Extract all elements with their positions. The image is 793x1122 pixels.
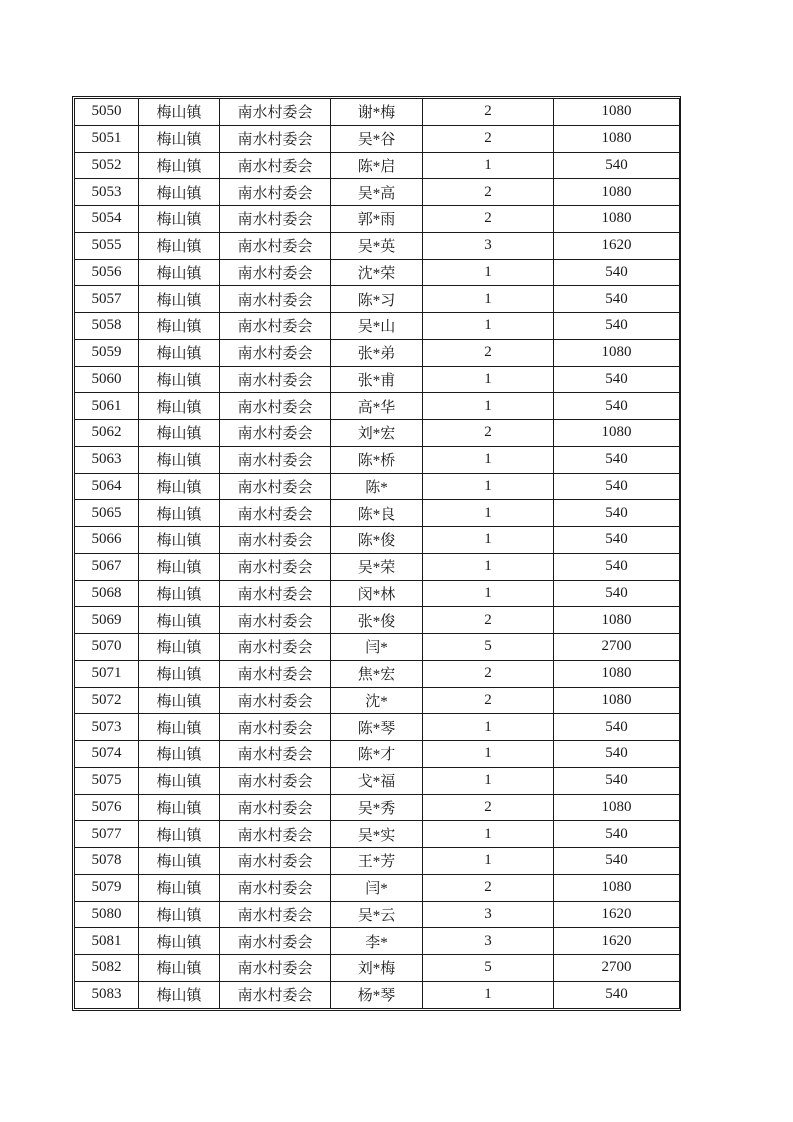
cell-amount: 2700 bbox=[554, 634, 680, 661]
cell-record-id: 5069 bbox=[75, 607, 139, 634]
cell-person-count: 1 bbox=[423, 821, 554, 848]
cell-person-count: 5 bbox=[423, 634, 554, 661]
cell-amount: 2700 bbox=[554, 955, 680, 982]
cell-amount: 540 bbox=[554, 473, 680, 500]
cell-person-count: 1 bbox=[423, 848, 554, 875]
cell-person-name: 杨*琴 bbox=[331, 981, 423, 1008]
cell-person-name: 吴*荣 bbox=[331, 553, 423, 580]
cell-person-count: 3 bbox=[423, 928, 554, 955]
cell-person-name: 张*弟 bbox=[331, 339, 423, 366]
cell-town: 梅山镇 bbox=[139, 527, 220, 554]
cell-person-count: 3 bbox=[423, 901, 554, 928]
cell-person-name: 陈*桥 bbox=[331, 446, 423, 473]
cell-town: 梅山镇 bbox=[139, 901, 220, 928]
cell-town: 梅山镇 bbox=[139, 259, 220, 286]
cell-town: 梅山镇 bbox=[139, 687, 220, 714]
cell-village: 南水村委会 bbox=[220, 152, 331, 179]
cell-person-name: 高*华 bbox=[331, 393, 423, 420]
cell-town: 梅山镇 bbox=[139, 714, 220, 741]
table-row bbox=[75, 366, 680, 393]
cell-village: 南水村委会 bbox=[220, 928, 331, 955]
cell-person-name: 张*俊 bbox=[331, 607, 423, 634]
cell-person-count: 2 bbox=[423, 874, 554, 901]
cell-village: 南水村委会 bbox=[220, 393, 331, 420]
cell-person-name: 陈*俊 bbox=[331, 527, 423, 554]
cell-village: 南水村委会 bbox=[220, 206, 331, 233]
cell-record-id: 5053 bbox=[75, 179, 139, 206]
cell-person-name: 吴*山 bbox=[331, 313, 423, 340]
cell-record-id: 5070 bbox=[75, 634, 139, 661]
cell-amount: 1080 bbox=[554, 99, 680, 126]
cell-person-count: 1 bbox=[423, 981, 554, 1008]
cell-amount: 1620 bbox=[554, 901, 680, 928]
cell-village: 南水村委会 bbox=[220, 473, 331, 500]
cell-amount: 540 bbox=[554, 286, 680, 313]
cell-person-name: 谢*梅 bbox=[331, 99, 423, 126]
cell-person-name: 郭*雨 bbox=[331, 206, 423, 233]
cell-village: 南水村委会 bbox=[220, 821, 331, 848]
cell-amount: 540 bbox=[554, 714, 680, 741]
cell-record-id: 5083 bbox=[75, 981, 139, 1008]
cell-town: 梅山镇 bbox=[139, 446, 220, 473]
cell-town: 梅山镇 bbox=[139, 741, 220, 768]
table-row bbox=[75, 259, 680, 286]
cell-amount: 1080 bbox=[554, 607, 680, 634]
cell-person-name: 张*甫 bbox=[331, 366, 423, 393]
cell-amount: 540 bbox=[554, 767, 680, 794]
cell-village: 南水村委会 bbox=[220, 366, 331, 393]
cell-town: 梅山镇 bbox=[139, 634, 220, 661]
cell-record-id: 5050 bbox=[75, 99, 139, 126]
cell-town: 梅山镇 bbox=[139, 607, 220, 634]
cell-town: 梅山镇 bbox=[139, 767, 220, 794]
cell-record-id: 5057 bbox=[75, 286, 139, 313]
cell-town: 梅山镇 bbox=[139, 152, 220, 179]
cell-village: 南水村委会 bbox=[220, 99, 331, 126]
cell-village: 南水村委会 bbox=[220, 232, 331, 259]
cell-person-count: 1 bbox=[423, 741, 554, 768]
table-row bbox=[75, 206, 680, 233]
cell-person-name: 沈* bbox=[331, 687, 423, 714]
cell-town: 梅山镇 bbox=[139, 99, 220, 126]
cell-person-name: 陈* bbox=[331, 473, 423, 500]
cell-record-id: 5078 bbox=[75, 848, 139, 875]
cell-record-id: 5066 bbox=[75, 527, 139, 554]
cell-person-name: 陈*良 bbox=[331, 500, 423, 527]
cell-record-id: 5076 bbox=[75, 794, 139, 821]
table-row bbox=[75, 741, 680, 768]
cell-amount: 540 bbox=[554, 313, 680, 340]
table-row bbox=[75, 874, 680, 901]
cell-record-id: 5052 bbox=[75, 152, 139, 179]
cell-town: 梅山镇 bbox=[139, 580, 220, 607]
table-row bbox=[75, 232, 680, 259]
cell-village: 南水村委会 bbox=[220, 848, 331, 875]
cell-person-count: 1 bbox=[423, 259, 554, 286]
table-row bbox=[75, 393, 680, 420]
cell-person-count: 2 bbox=[423, 179, 554, 206]
cell-village: 南水村委会 bbox=[220, 687, 331, 714]
cell-town: 梅山镇 bbox=[139, 393, 220, 420]
cell-record-id: 5061 bbox=[75, 393, 139, 420]
cell-amount: 1080 bbox=[554, 125, 680, 152]
cell-person-name: 陈*习 bbox=[331, 286, 423, 313]
cell-amount: 1080 bbox=[554, 420, 680, 447]
cell-person-name: 吴*实 bbox=[331, 821, 423, 848]
cell-person-name: 焦*宏 bbox=[331, 660, 423, 687]
cell-amount: 540 bbox=[554, 741, 680, 768]
cell-amount: 540 bbox=[554, 259, 680, 286]
cell-town: 梅山镇 bbox=[139, 660, 220, 687]
cell-town: 梅山镇 bbox=[139, 955, 220, 982]
cell-village: 南水村委会 bbox=[220, 660, 331, 687]
cell-person-name: 李* bbox=[331, 928, 423, 955]
cell-amount: 1080 bbox=[554, 874, 680, 901]
cell-amount: 540 bbox=[554, 446, 680, 473]
cell-town: 梅山镇 bbox=[139, 313, 220, 340]
cell-record-id: 5077 bbox=[75, 821, 139, 848]
table-row bbox=[75, 339, 680, 366]
cell-person-count: 1 bbox=[423, 527, 554, 554]
cell-amount: 540 bbox=[554, 152, 680, 179]
cell-amount: 540 bbox=[554, 848, 680, 875]
cell-record-id: 5054 bbox=[75, 206, 139, 233]
cell-person-name: 沈*荣 bbox=[331, 259, 423, 286]
cell-person-count: 2 bbox=[423, 420, 554, 447]
cell-person-name: 闫* bbox=[331, 634, 423, 661]
records-table-frame bbox=[72, 96, 681, 1011]
cell-amount: 1080 bbox=[554, 179, 680, 206]
cell-person-count: 2 bbox=[423, 794, 554, 821]
cell-person-count: 1 bbox=[423, 553, 554, 580]
cell-town: 梅山镇 bbox=[139, 794, 220, 821]
cell-town: 梅山镇 bbox=[139, 981, 220, 1008]
cell-record-id: 5075 bbox=[75, 767, 139, 794]
table-row bbox=[75, 634, 680, 661]
cell-record-id: 5079 bbox=[75, 874, 139, 901]
cell-record-id: 5056 bbox=[75, 259, 139, 286]
cell-village: 南水村委会 bbox=[220, 794, 331, 821]
cell-record-id: 5059 bbox=[75, 339, 139, 366]
cell-amount: 1620 bbox=[554, 232, 680, 259]
cell-village: 南水村委会 bbox=[220, 901, 331, 928]
cell-record-id: 5082 bbox=[75, 955, 139, 982]
cell-town: 梅山镇 bbox=[139, 420, 220, 447]
cell-person-name: 吴*云 bbox=[331, 901, 423, 928]
cell-amount: 1080 bbox=[554, 339, 680, 366]
cell-record-id: 5074 bbox=[75, 741, 139, 768]
cell-town: 梅山镇 bbox=[139, 179, 220, 206]
cell-amount: 540 bbox=[554, 981, 680, 1008]
cell-record-id: 5068 bbox=[75, 580, 139, 607]
cell-person-count: 1 bbox=[423, 473, 554, 500]
cell-person-name: 戈*福 bbox=[331, 767, 423, 794]
cell-person-name: 吴*高 bbox=[331, 179, 423, 206]
cell-person-count: 1 bbox=[423, 313, 554, 340]
cell-amount: 1080 bbox=[554, 687, 680, 714]
cell-person-count: 3 bbox=[423, 232, 554, 259]
table-row bbox=[75, 473, 680, 500]
cell-amount: 1080 bbox=[554, 206, 680, 233]
cell-person-name: 陈*琴 bbox=[331, 714, 423, 741]
cell-village: 南水村委会 bbox=[220, 607, 331, 634]
cell-town: 梅山镇 bbox=[139, 874, 220, 901]
cell-town: 梅山镇 bbox=[139, 125, 220, 152]
cell-record-id: 5062 bbox=[75, 420, 139, 447]
cell-town: 梅山镇 bbox=[139, 286, 220, 313]
table-row bbox=[75, 901, 680, 928]
table-row bbox=[75, 99, 680, 126]
cell-record-id: 5064 bbox=[75, 473, 139, 500]
table-row bbox=[75, 607, 680, 634]
records-table bbox=[74, 98, 680, 1009]
cell-person-name: 刘*梅 bbox=[331, 955, 423, 982]
table-row bbox=[75, 660, 680, 687]
cell-village: 南水村委会 bbox=[220, 179, 331, 206]
cell-person-count: 5 bbox=[423, 955, 554, 982]
table-row bbox=[75, 286, 680, 313]
cell-person-name: 陈*启 bbox=[331, 152, 423, 179]
table-row bbox=[75, 446, 680, 473]
cell-village: 南水村委会 bbox=[220, 714, 331, 741]
cell-village: 南水村委会 bbox=[220, 420, 331, 447]
cell-town: 梅山镇 bbox=[139, 821, 220, 848]
table-row bbox=[75, 580, 680, 607]
cell-village: 南水村委会 bbox=[220, 553, 331, 580]
cell-amount: 540 bbox=[554, 527, 680, 554]
cell-record-id: 5080 bbox=[75, 901, 139, 928]
cell-person-name: 刘*宏 bbox=[331, 420, 423, 447]
cell-person-count: 2 bbox=[423, 125, 554, 152]
cell-village: 南水村委会 bbox=[220, 259, 331, 286]
cell-record-id: 5055 bbox=[75, 232, 139, 259]
cell-amount: 540 bbox=[554, 393, 680, 420]
cell-village: 南水村委会 bbox=[220, 874, 331, 901]
cell-amount: 1620 bbox=[554, 928, 680, 955]
table-row bbox=[75, 152, 680, 179]
table-row bbox=[75, 821, 680, 848]
cell-village: 南水村委会 bbox=[220, 446, 331, 473]
cell-town: 梅山镇 bbox=[139, 232, 220, 259]
cell-town: 梅山镇 bbox=[139, 553, 220, 580]
cell-record-id: 5058 bbox=[75, 313, 139, 340]
cell-person-count: 2 bbox=[423, 607, 554, 634]
cell-record-id: 5065 bbox=[75, 500, 139, 527]
cell-person-name: 闵*林 bbox=[331, 580, 423, 607]
cell-town: 梅山镇 bbox=[139, 473, 220, 500]
cell-town: 梅山镇 bbox=[139, 928, 220, 955]
cell-village: 南水村委会 bbox=[220, 981, 331, 1008]
table-row bbox=[75, 767, 680, 794]
cell-amount: 540 bbox=[554, 580, 680, 607]
records-table-body bbox=[75, 99, 680, 1009]
cell-village: 南水村委会 bbox=[220, 500, 331, 527]
table-row bbox=[75, 500, 680, 527]
cell-person-count: 1 bbox=[423, 767, 554, 794]
cell-village: 南水村委会 bbox=[220, 767, 331, 794]
cell-town: 梅山镇 bbox=[139, 206, 220, 233]
cell-amount: 540 bbox=[554, 553, 680, 580]
cell-town: 梅山镇 bbox=[139, 500, 220, 527]
table-row bbox=[75, 687, 680, 714]
cell-person-name: 吴*谷 bbox=[331, 125, 423, 152]
cell-person-count: 2 bbox=[423, 99, 554, 126]
table-row bbox=[75, 125, 680, 152]
table-row bbox=[75, 794, 680, 821]
cell-village: 南水村委会 bbox=[220, 955, 331, 982]
cell-village: 南水村委会 bbox=[220, 527, 331, 554]
cell-person-name: 陈*才 bbox=[331, 741, 423, 768]
cell-village: 南水村委会 bbox=[220, 580, 331, 607]
cell-person-count: 2 bbox=[423, 660, 554, 687]
cell-town: 梅山镇 bbox=[139, 848, 220, 875]
cell-person-count: 1 bbox=[423, 393, 554, 420]
cell-amount: 540 bbox=[554, 821, 680, 848]
cell-person-count: 1 bbox=[423, 446, 554, 473]
table-row bbox=[75, 313, 680, 340]
cell-person-name: 吴*秀 bbox=[331, 794, 423, 821]
cell-person-count: 1 bbox=[423, 286, 554, 313]
cell-village: 南水村委会 bbox=[220, 313, 331, 340]
cell-town: 梅山镇 bbox=[139, 339, 220, 366]
cell-person-count: 2 bbox=[423, 687, 554, 714]
cell-record-id: 5072 bbox=[75, 687, 139, 714]
table-row bbox=[75, 955, 680, 982]
cell-record-id: 5081 bbox=[75, 928, 139, 955]
cell-person-count: 1 bbox=[423, 152, 554, 179]
cell-village: 南水村委会 bbox=[220, 741, 331, 768]
cell-amount: 1080 bbox=[554, 794, 680, 821]
cell-person-name: 吴*英 bbox=[331, 232, 423, 259]
cell-town: 梅山镇 bbox=[139, 366, 220, 393]
table-row bbox=[75, 714, 680, 741]
cell-village: 南水村委会 bbox=[220, 286, 331, 313]
cell-village: 南水村委会 bbox=[220, 125, 331, 152]
cell-amount: 1080 bbox=[554, 660, 680, 687]
table-row bbox=[75, 527, 680, 554]
table-row bbox=[75, 981, 680, 1008]
cell-village: 南水村委会 bbox=[220, 339, 331, 366]
cell-person-count: 1 bbox=[423, 580, 554, 607]
cell-village: 南水村委会 bbox=[220, 634, 331, 661]
cell-amount: 540 bbox=[554, 500, 680, 527]
table-row bbox=[75, 420, 680, 447]
cell-person-count: 1 bbox=[423, 714, 554, 741]
table-row bbox=[75, 848, 680, 875]
cell-record-id: 5067 bbox=[75, 553, 139, 580]
cell-person-count: 2 bbox=[423, 206, 554, 233]
cell-record-id: 5051 bbox=[75, 125, 139, 152]
cell-person-count: 1 bbox=[423, 500, 554, 527]
cell-record-id: 5071 bbox=[75, 660, 139, 687]
table-row bbox=[75, 179, 680, 206]
cell-person-name: 闫* bbox=[331, 874, 423, 901]
cell-amount: 540 bbox=[554, 366, 680, 393]
cell-record-id: 5063 bbox=[75, 446, 139, 473]
cell-person-count: 1 bbox=[423, 366, 554, 393]
cell-person-count: 2 bbox=[423, 339, 554, 366]
cell-person-name: 王*芳 bbox=[331, 848, 423, 875]
table-row bbox=[75, 553, 680, 580]
table-row bbox=[75, 928, 680, 955]
cell-record-id: 5073 bbox=[75, 714, 139, 741]
cell-record-id: 5060 bbox=[75, 366, 139, 393]
